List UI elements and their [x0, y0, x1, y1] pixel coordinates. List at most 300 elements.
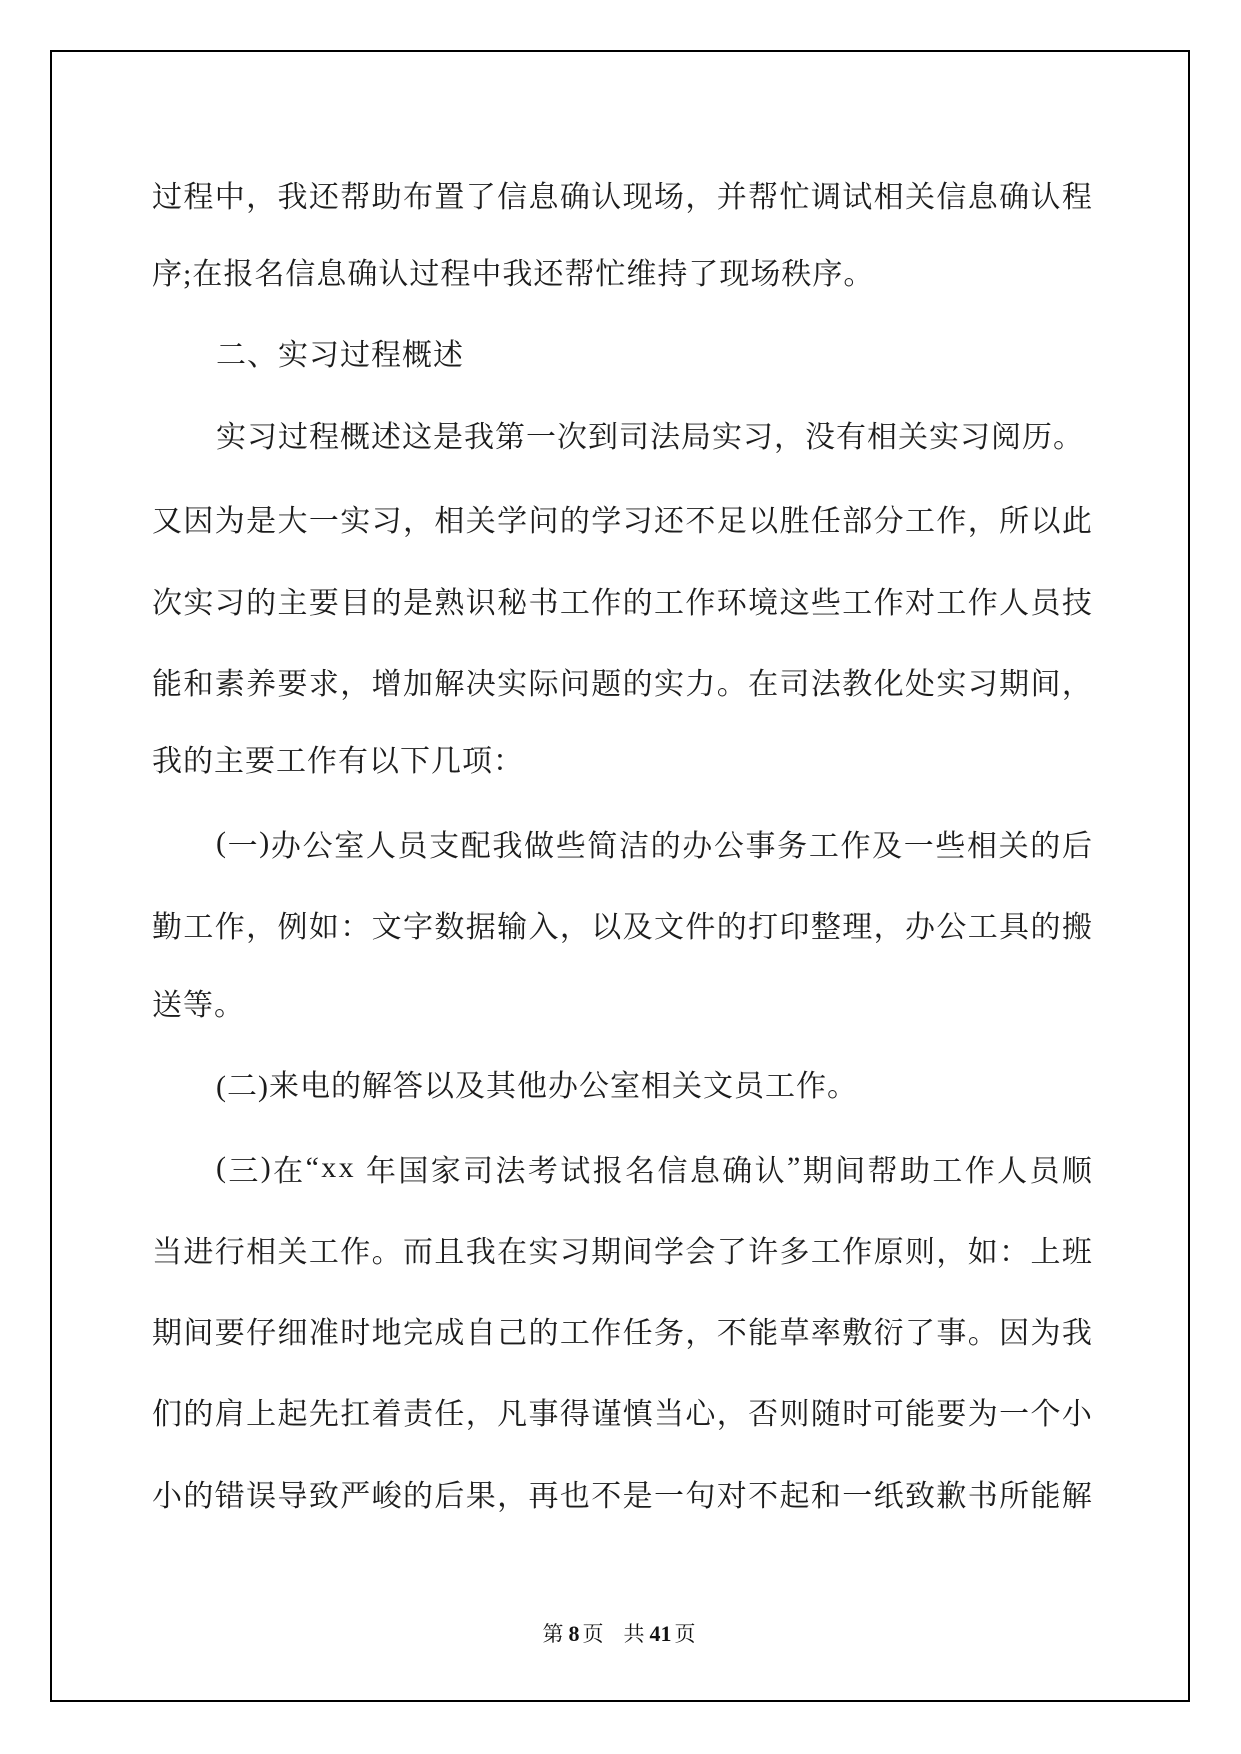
- char: 敷: [842, 1317, 873, 1351]
- char: 问: [528, 505, 559, 539]
- char: 。: [371, 1236, 402, 1270]
- char: 信: [497, 180, 528, 214]
- char: 随: [810, 1398, 841, 1432]
- char: 后: [1061, 830, 1092, 864]
- char: 成: [434, 1317, 465, 1351]
- char: 小: [152, 1479, 182, 1513]
- char: 确: [999, 180, 1030, 214]
- char: 现: [622, 180, 653, 214]
- char: 学: [654, 1236, 684, 1270]
- char: 己: [497, 1317, 528, 1351]
- char: 的: [371, 586, 402, 620]
- char: 草: [779, 1317, 810, 1351]
- char: ，: [246, 180, 277, 214]
- char: ): [259, 826, 270, 860]
- char: 帮: [340, 180, 371, 214]
- char: “: [305, 1150, 319, 1184]
- char: 据: [465, 911, 496, 945]
- char: 做: [524, 830, 555, 864]
- page-border-frame: [50, 50, 1190, 1702]
- char: 实: [654, 667, 684, 701]
- char: 关: [905, 180, 935, 214]
- char: 及: [872, 830, 903, 864]
- char: 书: [967, 1479, 998, 1513]
- char: x: [321, 1150, 337, 1184]
- char: 所: [999, 1479, 1030, 1513]
- char: 试: [560, 1154, 591, 1188]
- char: 我: [492, 830, 523, 864]
- char: 息: [967, 180, 998, 214]
- char: 原: [873, 1236, 904, 1270]
- char: ，: [873, 911, 904, 945]
- char: 要: [308, 586, 339, 620]
- char: 是: [622, 1479, 653, 1513]
- char: 又: [152, 505, 182, 539]
- char: 的: [246, 586, 277, 620]
- char: 帮: [748, 180, 779, 214]
- char: 确: [722, 1154, 753, 1188]
- char: 数: [434, 911, 465, 945]
- char: 不: [591, 1479, 622, 1513]
- char: 还: [654, 505, 684, 539]
- char: 在: [497, 1236, 528, 1270]
- char: 的: [650, 830, 681, 864]
- char: 场: [654, 180, 684, 214]
- text-line: [152, 153, 1092, 234]
- char: 作: [967, 586, 998, 620]
- char: 在: [273, 1154, 304, 1188]
- char: 作: [340, 1236, 371, 1270]
- char: 认: [754, 1154, 785, 1188]
- char: 能: [1030, 1479, 1061, 1513]
- char: 要: [214, 1317, 245, 1351]
- char: 足: [716, 505, 747, 539]
- char: 技: [1061, 586, 1092, 620]
- char: 名: [625, 1154, 656, 1188]
- char: 不: [716, 1317, 747, 1351]
- char: 员: [1029, 1154, 1060, 1188]
- char: 支: [429, 830, 460, 864]
- char: 关: [998, 830, 1029, 864]
- char: 个: [1030, 1398, 1061, 1432]
- char: (: [216, 1150, 226, 1184]
- char: 教: [842, 667, 873, 701]
- char: 我: [277, 180, 308, 214]
- char: 上: [246, 1398, 277, 1432]
- char: ，: [403, 505, 433, 539]
- char: 习: [214, 586, 245, 620]
- text-line: [152, 1371, 1092, 1452]
- char: 秘: [497, 586, 528, 620]
- text-line: 实习过程概述这是我第一次到司法局实习，没有相关实习阅历。: [216, 420, 1084, 454]
- char: 许: [748, 1236, 779, 1270]
- char: ，: [465, 1398, 496, 1432]
- char: 会: [685, 1236, 716, 1270]
- char: 而: [403, 1236, 433, 1270]
- char: 致: [308, 1479, 339, 1513]
- char: 整: [810, 911, 841, 945]
- char: 报: [592, 1154, 623, 1188]
- char: 帮: [867, 1154, 898, 1188]
- char: 事: [936, 1317, 967, 1351]
- char: 解: [1061, 1479, 1092, 1513]
- char: 具: [999, 911, 1030, 945]
- char: ，: [340, 667, 371, 701]
- char: 公: [713, 830, 744, 864]
- char: 歉: [936, 1479, 967, 1513]
- char: 理: [842, 911, 873, 945]
- char: 次: [152, 586, 182, 620]
- char: 试: [842, 180, 873, 214]
- char: 事: [528, 1398, 559, 1432]
- char: 着: [371, 1398, 402, 1432]
- char: 时: [340, 1317, 371, 1351]
- char: 间: [835, 1154, 866, 1188]
- footer-page-unit: 页: [582, 1622, 606, 1646]
- char: 事: [745, 830, 776, 864]
- char: 国: [398, 1154, 429, 1188]
- text-line: [152, 803, 1092, 884]
- char: 调: [810, 180, 841, 214]
- char: 信: [936, 180, 967, 214]
- char: 关: [277, 1236, 308, 1270]
- char: 些: [935, 830, 966, 864]
- char: 办: [270, 830, 301, 864]
- char: 起: [779, 1479, 810, 1513]
- char: 肩: [214, 1398, 245, 1432]
- char: 熟: [434, 586, 465, 620]
- char: 公: [936, 911, 967, 945]
- char: 则: [905, 1236, 935, 1270]
- char: ：: [340, 911, 371, 945]
- char: 。: [967, 1317, 998, 1351]
- char: 题: [591, 667, 622, 701]
- char: 些: [555, 830, 586, 864]
- char: 中: [214, 180, 245, 214]
- char: 为: [1030, 1317, 1061, 1351]
- footer-page-number: 8: [568, 1621, 580, 1646]
- char: 的: [183, 1479, 214, 1513]
- char: 助: [371, 180, 402, 214]
- char: 解: [434, 667, 465, 701]
- char: 先: [308, 1398, 339, 1432]
- char: 任: [434, 1398, 465, 1432]
- char: 环: [716, 586, 747, 620]
- char: 问: [559, 667, 590, 701]
- page-footer: [52, 1618, 1188, 1648]
- char: 间: [1030, 667, 1061, 701]
- char: 和: [183, 667, 214, 701]
- char: 化: [873, 667, 904, 701]
- char: 当: [654, 1398, 684, 1432]
- char: 致: [905, 1479, 935, 1513]
- text-line: [152, 1290, 1092, 1371]
- char: 作: [591, 586, 622, 620]
- char: 考: [527, 1154, 558, 1188]
- footer-total-unit: 页: [674, 1622, 698, 1646]
- char: 助: [899, 1154, 930, 1188]
- char: 认: [1030, 180, 1061, 214]
- char: 多: [779, 1236, 810, 1270]
- char: 勤: [152, 911, 182, 945]
- text-line: [152, 1127, 1092, 1208]
- char: 否: [748, 1398, 779, 1432]
- char: 室: [334, 830, 365, 864]
- char: 是: [403, 586, 433, 620]
- char: 期: [802, 1154, 833, 1188]
- char: 习: [967, 667, 998, 701]
- char: ，: [685, 180, 716, 214]
- char: 准: [308, 1317, 339, 1351]
- char: x: [338, 1150, 354, 1184]
- char: 谨: [591, 1398, 622, 1432]
- char: 进: [183, 1236, 214, 1270]
- char: 果: [465, 1479, 496, 1513]
- document-body: [152, 153, 1092, 1533]
- char: 了: [465, 180, 496, 214]
- char: 信: [657, 1154, 688, 1188]
- char: 工: [808, 830, 839, 864]
- char: 要: [277, 667, 308, 701]
- char: 当: [152, 1236, 182, 1270]
- char: 加: [403, 667, 433, 701]
- char: 工: [810, 1236, 841, 1270]
- char: 的: [1030, 830, 1061, 864]
- char: 的: [622, 586, 653, 620]
- char: 任: [810, 505, 841, 539]
- char: 实: [936, 667, 967, 701]
- char: 力: [685, 667, 716, 701]
- char: 办: [905, 911, 935, 945]
- char: 我: [465, 1236, 496, 1270]
- char: 我: [1061, 1317, 1092, 1351]
- char: 些: [810, 586, 841, 620]
- char: 完: [403, 1317, 433, 1351]
- char: 一: [842, 1479, 873, 1513]
- char: 员: [1030, 586, 1061, 620]
- char: 作: [873, 586, 904, 620]
- char: 字: [403, 911, 433, 945]
- char: [356, 1151, 364, 1185]
- text-line: 二、实习过程概述: [216, 339, 464, 373]
- char: 目: [340, 586, 371, 620]
- char: 布: [403, 180, 433, 214]
- char: 印: [779, 911, 810, 945]
- char: 配: [460, 830, 491, 864]
- char: 作: [685, 586, 716, 620]
- char: 息: [528, 180, 559, 214]
- char: ，: [497, 1479, 528, 1513]
- char: 一: [903, 830, 934, 864]
- char: 以: [748, 505, 779, 539]
- char: 书: [528, 586, 559, 620]
- text-line: [152, 1208, 1092, 1289]
- char: 了: [905, 1317, 935, 1351]
- char: 一: [654, 1479, 684, 1513]
- text-line: [152, 640, 1092, 721]
- char: 可: [873, 1398, 904, 1432]
- char: 法: [810, 667, 841, 701]
- char: 决: [465, 667, 496, 701]
- char: ”: [787, 1150, 801, 1184]
- char: 工: [936, 586, 967, 620]
- char: 的: [1030, 911, 1061, 945]
- char: 工: [905, 505, 935, 539]
- char: 相: [246, 1236, 277, 1270]
- char: 部: [842, 505, 873, 539]
- footer-page-prefix: 第: [542, 1622, 566, 1646]
- char: 。: [716, 667, 747, 701]
- char: 衍: [873, 1317, 904, 1351]
- char: 一: [999, 1398, 1030, 1432]
- char: 们: [152, 1398, 182, 1432]
- char: 地: [371, 1317, 402, 1351]
- char: 因: [183, 505, 214, 539]
- char: 且: [434, 1236, 465, 1270]
- char: 和: [810, 1479, 841, 1513]
- char: ): [260, 1150, 271, 1184]
- char: 关: [465, 505, 496, 539]
- char: 为: [967, 1398, 998, 1432]
- char: 要: [936, 1398, 967, 1432]
- char: 行: [214, 1236, 245, 1270]
- char: 慎: [622, 1398, 653, 1432]
- char: 的: [528, 1317, 559, 1351]
- char: 为: [214, 505, 245, 539]
- char: 也: [559, 1479, 590, 1513]
- char: 此: [1061, 505, 1092, 539]
- char: 实: [183, 586, 214, 620]
- char: 率: [810, 1317, 841, 1351]
- char: 忙: [779, 180, 810, 214]
- char: 司: [779, 667, 810, 701]
- char: 输: [497, 911, 528, 945]
- char: 公: [302, 830, 333, 864]
- char: 入: [528, 911, 559, 945]
- char: 习: [559, 1236, 590, 1270]
- char: 工: [932, 1154, 963, 1188]
- char: 工: [559, 1317, 590, 1351]
- char: 小: [1061, 1398, 1092, 1432]
- char: 因: [999, 1317, 1030, 1351]
- text-line: (二)来电的解答以及其他办公室相关文员工作。: [216, 1070, 858, 1104]
- char: 胜: [779, 505, 810, 539]
- char: (: [216, 826, 226, 860]
- char: 句: [685, 1479, 716, 1513]
- char: 的: [183, 1398, 214, 1432]
- footer-total-prefix: 共: [623, 1622, 647, 1646]
- char: 对: [905, 586, 935, 620]
- char: ，: [716, 1398, 747, 1432]
- char: 一: [227, 830, 258, 864]
- char: 责: [403, 1398, 433, 1432]
- footer-total-number: 41: [649, 1621, 672, 1646]
- char: 及: [622, 911, 653, 945]
- char: 件: [685, 911, 716, 945]
- char: 一: [308, 505, 339, 539]
- char: 这: [779, 586, 810, 620]
- char: 司: [463, 1154, 494, 1188]
- char: 工: [183, 911, 214, 945]
- char: 大: [277, 505, 308, 539]
- char: 了: [716, 1236, 747, 1270]
- char: 起: [277, 1398, 308, 1432]
- char: 境: [748, 586, 779, 620]
- char: 养: [246, 667, 277, 701]
- text-line: 序;在报名信息确认过程中我还帮忙维持了现场秩序。: [152, 258, 875, 292]
- char: 能: [748, 1317, 779, 1351]
- char: 工: [654, 586, 684, 620]
- char: 程: [183, 180, 214, 214]
- char: 并: [716, 180, 747, 214]
- char: 凡: [497, 1398, 528, 1432]
- char: 期: [999, 667, 1030, 701]
- char: 的: [403, 1479, 433, 1513]
- char: 际: [528, 667, 559, 701]
- char: 确: [559, 180, 590, 214]
- char: 班: [1061, 1236, 1092, 1270]
- char: 不: [685, 505, 716, 539]
- char: 误: [246, 1479, 277, 1513]
- char: 工: [308, 1236, 339, 1270]
- char: 严: [340, 1479, 371, 1513]
- char: 打: [748, 911, 779, 945]
- char: 务: [654, 1317, 684, 1351]
- char: 息: [689, 1154, 720, 1188]
- char: 扛: [340, 1398, 371, 1432]
- char: 主: [277, 586, 308, 620]
- char: 搬: [1061, 911, 1092, 945]
- char: 程: [1061, 180, 1092, 214]
- char: 素: [214, 667, 245, 701]
- char: 相: [873, 180, 904, 214]
- char: 简: [587, 830, 618, 864]
- char: 自: [465, 1317, 496, 1351]
- char: 工: [559, 586, 590, 620]
- char: 如: [967, 1236, 998, 1270]
- char: 人: [999, 586, 1030, 620]
- char: 细: [277, 1317, 308, 1351]
- char: 仔: [246, 1317, 277, 1351]
- char: 心: [685, 1398, 716, 1432]
- char: 办: [682, 830, 713, 864]
- char: 家: [430, 1154, 461, 1188]
- char: 所: [999, 505, 1030, 539]
- char: 作: [214, 911, 245, 945]
- char: 三: [228, 1154, 259, 1188]
- char: 以: [1030, 505, 1061, 539]
- char: 人: [997, 1154, 1028, 1188]
- char: 后: [434, 1479, 465, 1513]
- char: 上: [1030, 1236, 1061, 1270]
- char: 增: [371, 667, 402, 701]
- char: 期: [591, 1236, 622, 1270]
- char: ：: [999, 1236, 1030, 1270]
- char: 员: [397, 830, 428, 864]
- char: 人: [365, 830, 396, 864]
- char: 学: [497, 505, 528, 539]
- char: 如: [308, 911, 339, 945]
- char: 峻: [371, 1479, 402, 1513]
- char: ，: [1061, 667, 1092, 701]
- char: 的: [716, 911, 747, 945]
- text-line: 我的主要工作有以下几项：: [152, 745, 524, 779]
- char: ，: [936, 1236, 967, 1270]
- char: 间: [183, 1317, 214, 1351]
- char: 实: [340, 505, 371, 539]
- char: 求: [308, 667, 339, 701]
- text-line: [152, 884, 1092, 965]
